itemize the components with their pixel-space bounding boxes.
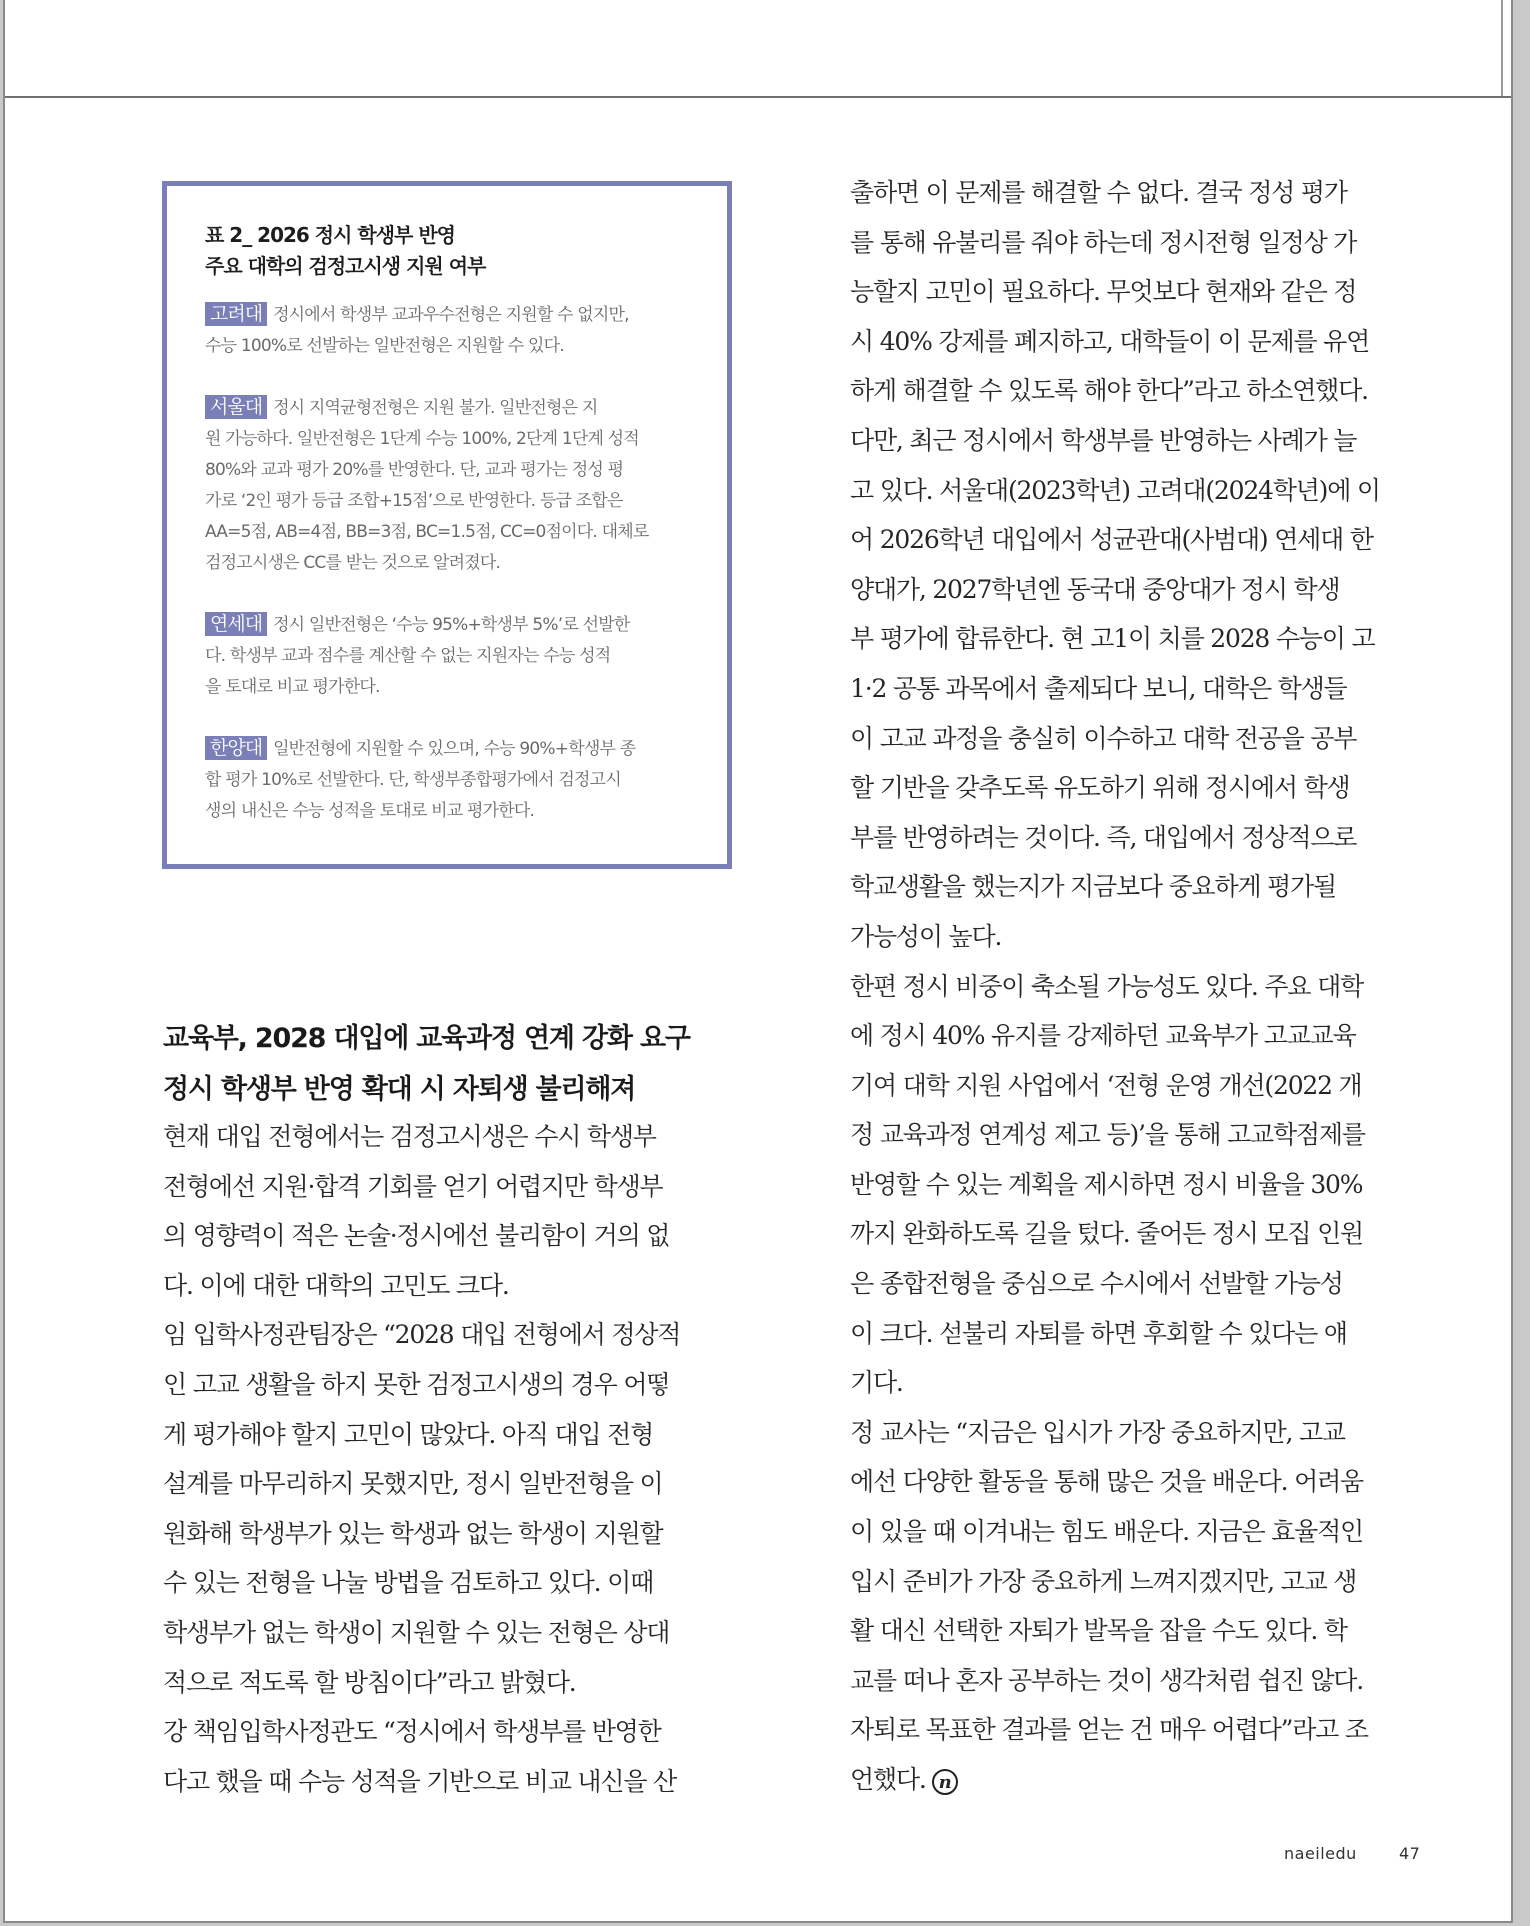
table-entry: [205, 610, 689, 703]
body-text-line: 적으로 적도록 할 방침이다”라고 밝혔다.: [163, 1667, 576, 1697]
headline-line1: 교육부, 2028 대입에 교육과정 연계 강화 요구: [163, 1023, 690, 1054]
table-entry-line: [205, 393, 689, 424]
table-entry-line: 검정고시생은 CC를 받는 것으로 알려졌다.: [205, 553, 501, 573]
body-text-line: 가능성이 높다.: [850, 921, 1002, 951]
body-text-line: 다만, 최근 정시에서 학생부를 반영하는 사례가 늘: [850, 425, 1357, 455]
body-text-line: [850, 1755, 1420, 1805]
body-text-line: 1·2 공통 과목에서 출제되다 보니, 대학은 학생들: [850, 673, 1347, 703]
body-text-line: 능할지 고민이 필요하다. 무엇보다 현재와 같은 정: [850, 277, 1357, 307]
body-text-line: 은 종합전형을 중심으로 수시에서 선발할 가능성: [850, 1269, 1343, 1299]
body-text-line: 이 크다. 섣불리 자퇴를 하면 후회할 수 있다는 얘: [850, 1318, 1347, 1348]
table-entry-line: [205, 734, 689, 765]
left-column-text: [163, 1112, 733, 1806]
body-text-line: 에 정시 40% 유지를 강제하던 교육부가 고교교육: [850, 1021, 1356, 1051]
body-text-line: 강 책임입학사정관도 “정시에서 학생부를 반영한: [163, 1717, 661, 1747]
table-entry-line: 가로 ‘2인 평가 등급 조합+15점’으로 반영한다. 등급 조합은: [205, 491, 623, 511]
body-text-line: 게 평가해야 할지 고민이 많았다. 아직 대입 전형: [163, 1419, 654, 1449]
table-entry-line: 다. 학생부 교과 점수를 계산할 수 없는 지원자는 수능 성적: [205, 646, 611, 666]
body-text-line: 정 교사는 “지금은 입시가 가장 중요하지만, 고교: [850, 1417, 1345, 1447]
body-text-line: 부를 반영하려는 것이다. 즉, 대입에서 정상적으로: [850, 822, 1357, 852]
body-text-line: 출하면 이 문제를 해결할 수 없다. 결국 정성 평가: [850, 178, 1347, 207]
table-entry-line: 수능 100%로 선발하는 일반전형은 지원할 수 있다.: [205, 336, 564, 356]
table-entry-text: 정시 지역균형전형은 지원 불가. 일반전형은 지: [273, 398, 598, 418]
body-text-line: 설계를 마무리하지 못했지만, 정시 일반전형을 이: [163, 1469, 663, 1499]
body-text-line: 다고 했을 때 수능 성적을 기반으로 비교 내신을 산: [163, 1766, 676, 1796]
section-headline: [163, 1013, 743, 1115]
body-text-line: 다. 이에 대한 대학의 고민도 크다.: [163, 1270, 509, 1300]
body-text-line: 정 교육과정 연계성 제고 등)’을 통해 고교학점제를: [850, 1120, 1365, 1150]
table-title-line1: 표 2_ 2026 정시 학생부 반영: [205, 223, 455, 247]
table-entry-line: 생의 내신은 수능 성적을 토대로 비교 평가한다.: [205, 801, 535, 821]
table-entry-text: 정시에서 학생부 교과우수전형은 지원할 수 없지만,: [273, 305, 629, 325]
body-text-line: 할 기반을 갖추도록 유도하기 위해 정시에서 학생: [850, 773, 1350, 803]
body-text-line: 원화해 학생부가 있는 학생과 없는 학생이 지원할: [163, 1518, 663, 1548]
table-title-line2: 주요 대학의 검정고시생 지원 여부: [205, 254, 486, 278]
table-title: [205, 220, 689, 282]
body-text-line: 자퇴로 목표한 결과를 얻는 건 매우 어렵다”라고 조: [850, 1715, 1368, 1745]
table-entry-line: AA=5점, AB=4점, BB=3점, BC=1.5점, CC=0점이다. 대체로: [205, 522, 649, 542]
footer-brand: naeiledu: [1284, 1844, 1357, 1863]
body-text-line: 고 있다. 서울대(2023학년) 고려대(2024학년)에 이: [850, 475, 1380, 505]
page-edge: [1501, 0, 1503, 96]
body-text-line: 하게 해결할 수 있도록 해야 한다”라고 하소연했다.: [850, 376, 1368, 406]
table-entry-line: 합 평가 10%로 선발한다. 단, 학생부종합평가에서 검정고시: [205, 770, 621, 790]
table-entry-line: 을 토대로 비교 평가한다.: [205, 677, 380, 697]
info-table-box: [162, 181, 732, 869]
body-text-line: 한편 정시 비중이 축소될 가능성도 있다. 주요 대학: [850, 971, 1363, 1001]
body-text-line: 의 영향력이 적은 논술·정시에선 불리함이 거의 없: [163, 1221, 670, 1251]
table-entry-text: 일반전형에 지원할 수 있으며, 수능 90%+학생부 종: [273, 739, 636, 759]
top-rule: [5, 96, 1511, 98]
end-mark-icon: n: [932, 1769, 958, 1795]
page-number: 47: [1399, 1844, 1421, 1863]
body-text-line: 를 통해 유불리를 줘야 하는데 정시전형 일정상 가: [850, 227, 1357, 257]
headline-line2: 정시 학생부 반영 확대 시 자퇴생 불리해져: [163, 1074, 636, 1105]
body-text-line: 활 대신 선택한 자퇴가 발목을 잡을 수도 있다. 학: [850, 1616, 1347, 1646]
body-text-line: 시 40% 강제를 폐지하고, 대학들이 이 문제를 유연: [850, 326, 1370, 356]
table-entry: [205, 393, 689, 579]
table-entries: [205, 300, 689, 827]
body-text-line: 현재 대입 전형에서는 검정고시생은 수시 학생부: [163, 1122, 656, 1151]
right-column-text: [850, 168, 1420, 1805]
body-text-line: 교를 떠나 혼자 공부하는 것이 생각처럼 쉽진 않다.: [850, 1665, 1363, 1695]
body-text-fragment: 언했다.: [850, 1765, 926, 1794]
body-text-line: 까지 완화하도록 길을 텄다. 줄어든 정시 모집 인원: [850, 1219, 1363, 1249]
body-text-line: 수 있는 전형을 나눌 방법을 검토하고 있다. 이때: [163, 1568, 654, 1598]
body-text-line: 기여 대학 지원 사업에서 ‘전형 운영 개선(2022 개: [850, 1070, 1362, 1100]
table-entry-line: 원 가능하다. 일반전형은 1단계 수능 100%, 2단계 1단계 성적: [205, 429, 639, 449]
body-text-line: 반영할 수 있는 계획을 제시하면 정시 비율을 30%: [850, 1169, 1363, 1199]
table-entry-line: 80%와 교과 평가 20%를 반영한다. 단, 교과 평가는 정성 평: [205, 460, 624, 480]
university-tag: 고려대: [205, 302, 267, 326]
body-text-line: 에선 다양한 활동을 통해 많은 것을 배운다. 어려움: [850, 1467, 1363, 1497]
body-text-line: 입시 준비가 가장 중요하게 느껴지겠지만, 고교 생: [850, 1566, 1357, 1596]
table-entry-line: [205, 610, 689, 641]
university-tag: 서울대: [205, 395, 267, 419]
body-text-line: 학생부가 없는 학생이 지원할 수 있는 전형은 상대: [163, 1617, 670, 1647]
table-entry: [205, 734, 689, 827]
table-entry-text: 정시 일반전형은 ‘수능 95%+학생부 5%’로 선발한: [273, 615, 630, 635]
body-text-line: 부 평가에 합류한다. 현 고1이 치를 2028 수능이 고: [850, 624, 1375, 654]
body-text-line: 양대가, 2027학년엔 동국대 중앙대가 정시 학생: [850, 574, 1340, 604]
body-text-line: 기다.: [850, 1368, 903, 1398]
body-text-line: 이 있을 때 이겨내는 힘도 배운다. 지금은 효율적인: [850, 1517, 1363, 1547]
body-text-line: 학교생활을 했는지가 지금보다 중요하게 평가될: [850, 872, 1336, 902]
table-entry-line: [205, 300, 689, 331]
body-text-line: 어 2026학년 대입에서 성균관대(사범대) 연세대 한: [850, 525, 1373, 555]
body-text-line: 전형에선 지원·합격 기회를 얻기 어렵지만 학생부: [163, 1171, 663, 1201]
university-tag: 연세대: [205, 612, 267, 636]
table-entry: [205, 300, 689, 362]
body-text-line: 이 고교 과정을 충실히 이수하고 대학 전공을 공부: [850, 723, 1357, 753]
body-text-line: 임 입학사정관팀장은 “2028 대입 전형에서 정상적: [163, 1320, 681, 1350]
body-text-line: 인 고교 생활을 하지 못한 검정고시생의 경우 어떻: [163, 1369, 670, 1399]
university-tag: 한양대: [205, 736, 267, 760]
